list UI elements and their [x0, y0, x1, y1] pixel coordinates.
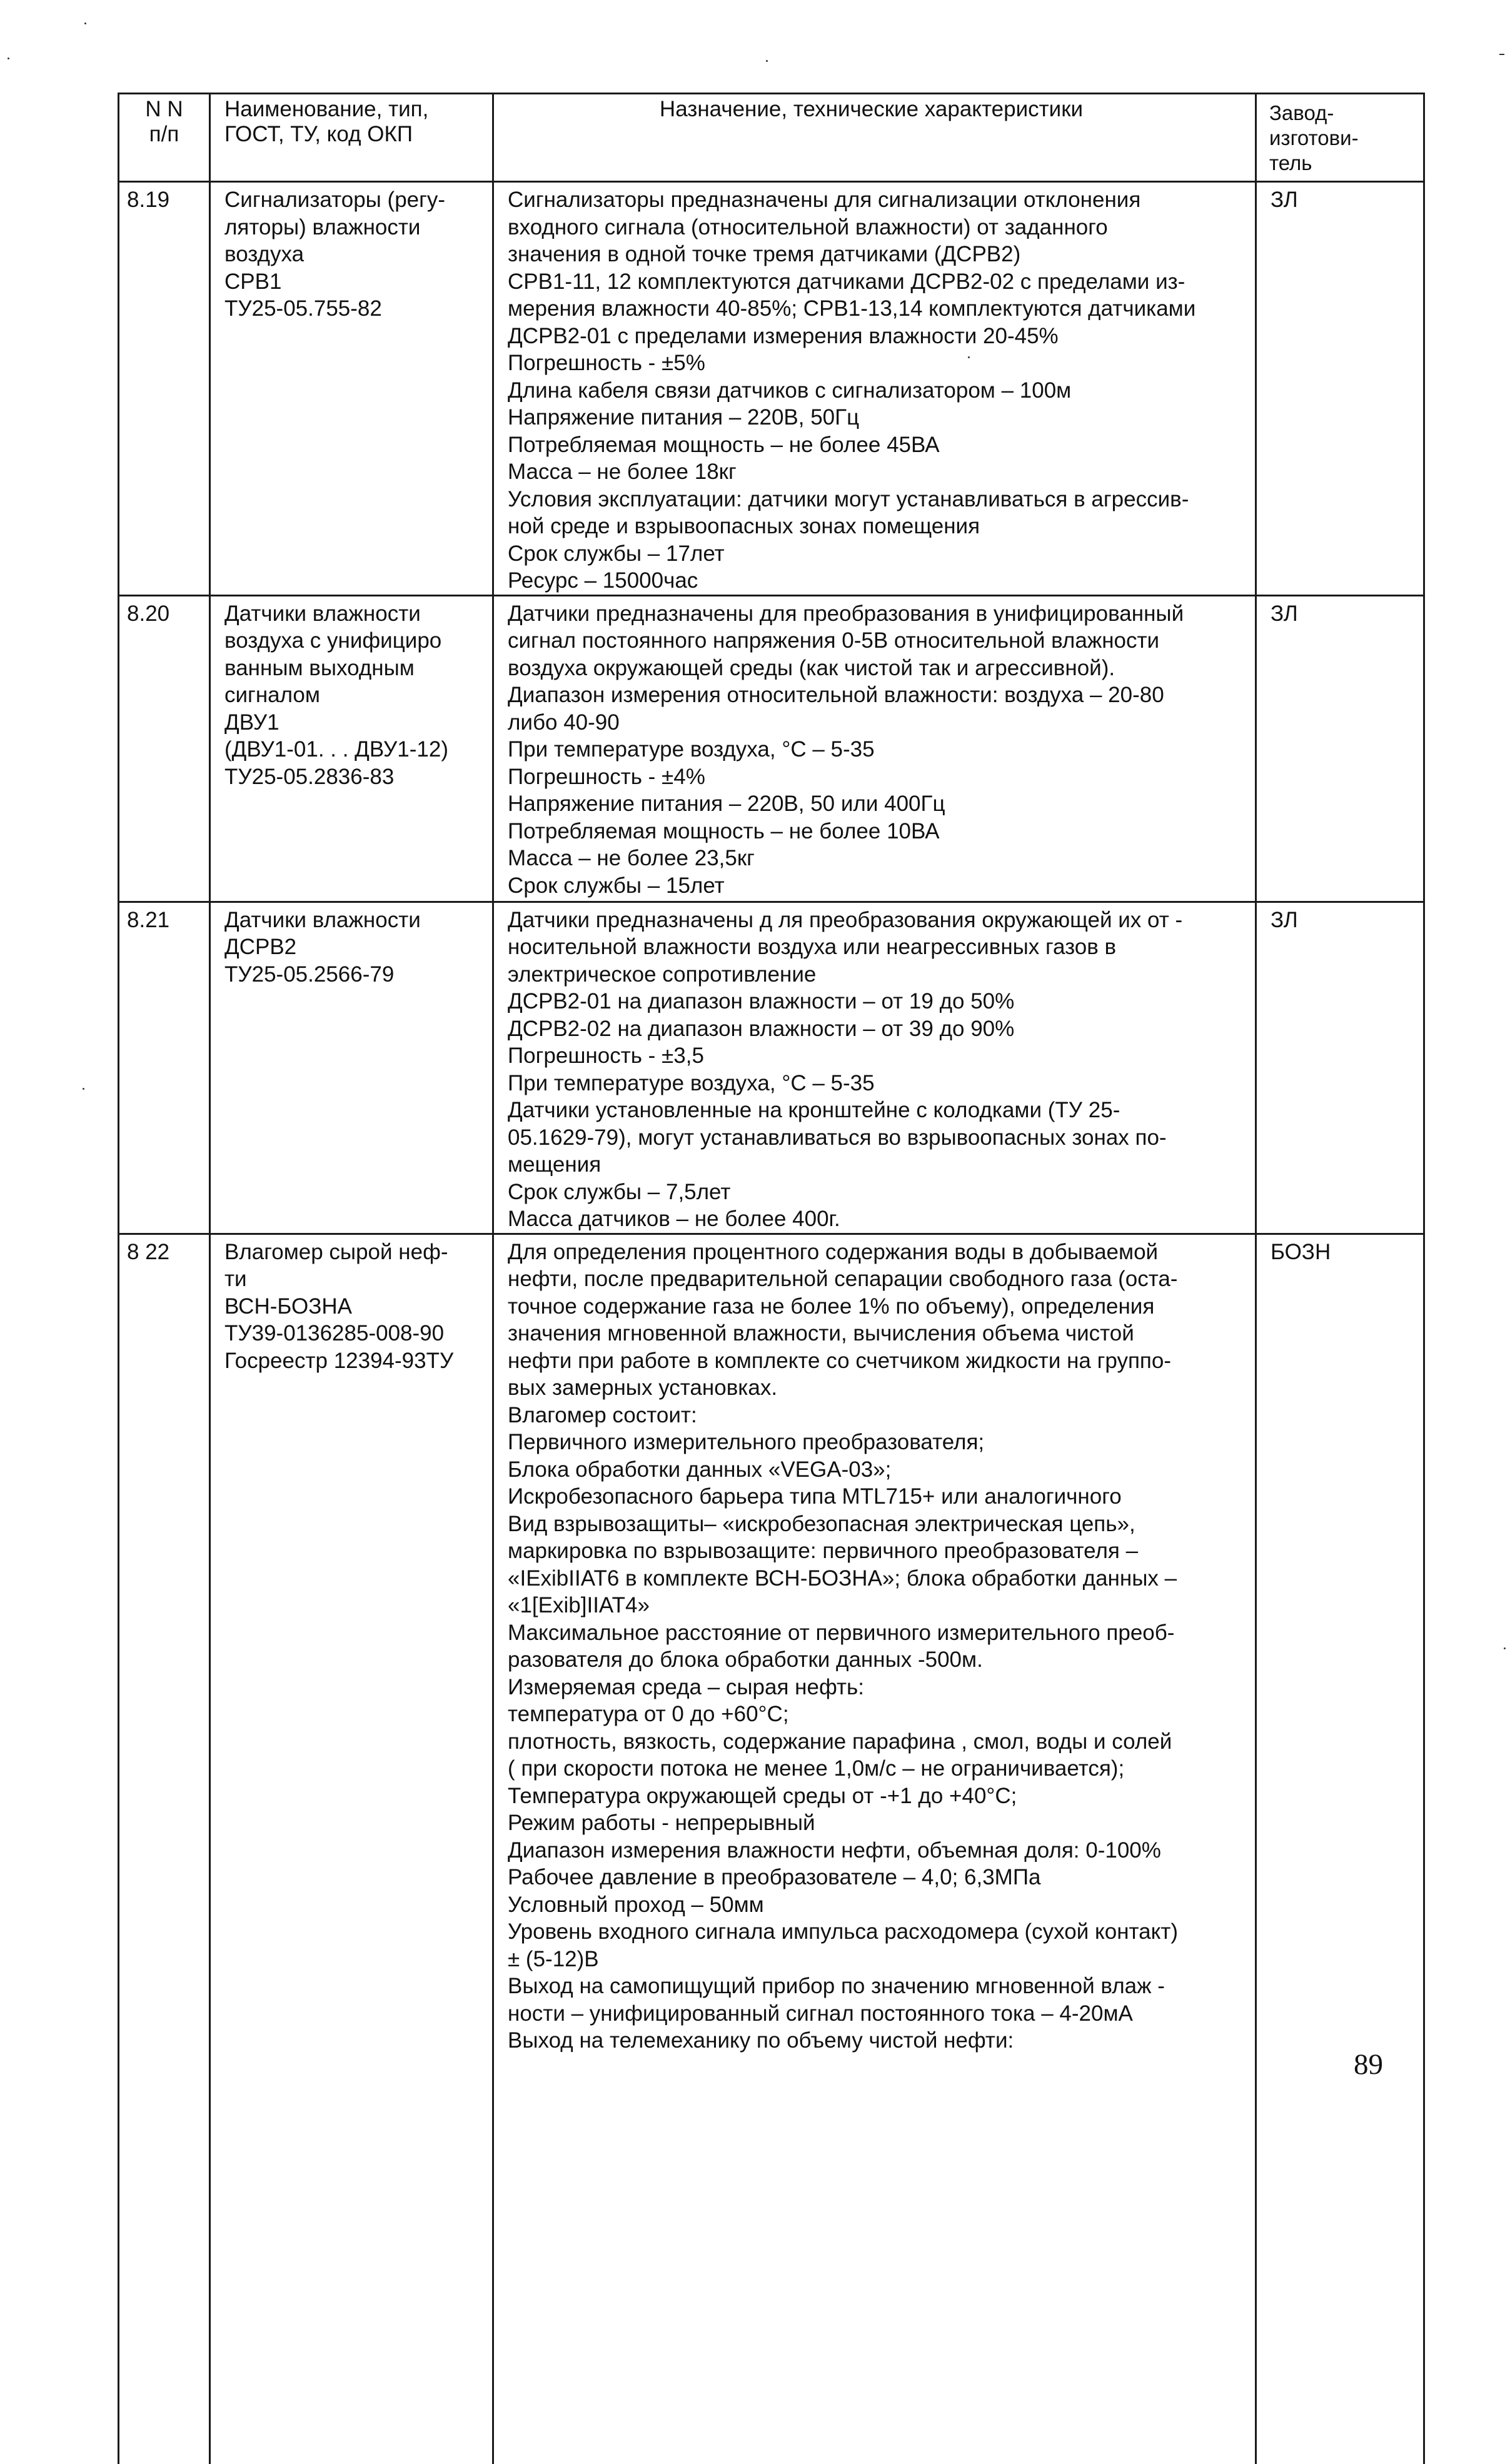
header-text-line: N N	[145, 97, 183, 121]
row-manufacturer-cell: БОЗН	[1256, 1234, 1424, 2464]
text-line: ДСРВ2-02 на диапазон влажности – от 39 до 90%	[508, 1016, 1015, 1041]
text-line: Масса датчиков – не более 400г.	[508, 1207, 840, 1231]
text-line: Масса – не более 18кг	[508, 460, 737, 484]
text-line: ной среде и взрывоопасных зонах помещения	[508, 514, 980, 538]
text-line: Погрешность - ±4%	[508, 764, 705, 789]
row-number-cell: 8.21	[119, 902, 210, 1234]
text-line: 05.1629-79), могут устанавливаться во взрывоопасных зонах по-	[508, 1125, 1167, 1150]
text-line: Условный проход – 50мм	[508, 1892, 764, 1917]
scan-speck	[1504, 1647, 1506, 1649]
header-text-line: Наименование, тип,	[224, 97, 429, 121]
text-line: нефти, после предварительной сепарации свободного газа (оста-	[508, 1267, 1178, 1291]
text-line: точное содержание газа не более 1% по объему), определения	[508, 1294, 1155, 1319]
text-line: «1[Exib]IIAT4»	[508, 1593, 650, 1617]
text-line: При температуре воздуха, °С – 5-35	[508, 1070, 875, 1095]
text-line: Сигнализаторы предназначены для сигнализации отклонения	[508, 188, 1141, 212]
header-text-line: изготови-	[1269, 126, 1359, 149]
scan-speck	[766, 60, 768, 62]
text-line: Срок службы – 17лет	[508, 541, 725, 566]
text-line: Диапазон измерения влажности нефти, объемная доля: 0-100%	[508, 1838, 1161, 1863]
text-line: воздуха	[224, 242, 305, 266]
row-purpose-cell	[493, 595, 1256, 902]
header-text-line: ГОСТ, ТУ, код ОКП	[224, 122, 413, 146]
text-line: ДСРВ2-01 с пределами измерения влажности 20-45%	[508, 323, 1059, 348]
text-line: Масса – не более 23,5кг	[508, 846, 755, 870]
text-line: ти	[224, 1267, 247, 1291]
text-line: мерения влажности 40-85%; СРВ1-13,14 комплектуются датчиками	[508, 296, 1196, 321]
text-line: (ДВУ1-01. . . ДВУ1-12)	[224, 737, 448, 762]
scan-speck	[968, 356, 970, 358]
scan-speck	[1499, 54, 1504, 55]
text-line: Выход на самопищущий прибор по значению мгновенной влаж -	[508, 1974, 1165, 1998]
text-line: Госреестр 12394-93ТУ	[224, 1348, 454, 1373]
text-line: «IExibIIAT6 в комплекте ВСН-БОЗНА»; блока обработки данных –	[508, 1566, 1177, 1591]
text-line: Режим работы - непрерывный	[508, 1811, 815, 1835]
header-number	[119, 94, 210, 182]
text-line: ности – унифицированный сигнал постоянного тока – 4-20мА	[508, 2001, 1133, 2026]
text-line: вых замерных установках.	[508, 1375, 778, 1400]
text-line: Уровень входного сигнала импульса расходомера (сухой контакт)	[508, 1919, 1179, 1944]
text-line: Потребляемая мощность – не более 10ВА	[508, 818, 940, 843]
text-line: Срок службы – 15лет	[508, 873, 725, 898]
text-line: Погрешность - ±3,5	[508, 1043, 704, 1068]
scan-speck	[8, 58, 9, 59]
text-line: Датчики влажности	[224, 907, 421, 932]
text-line: Потребляемая мощность – не более 45ВА	[508, 432, 940, 457]
text-line: Срок службы – 7,5лет	[508, 1179, 731, 1204]
text-line: СРВ1-11, 12 комплектуются датчиками ДСРВ2-02 с пределами из-	[508, 269, 1185, 294]
text-line: значения мгновенной влажности, вычисления объема чистой	[508, 1321, 1134, 1345]
row-manufacturer-cell: ЗЛ	[1256, 902, 1424, 1234]
text-line: Ресурс – 15000час	[508, 568, 698, 593]
row-number-cell: 8.19	[119, 182, 210, 596]
table-header-row	[119, 94, 1424, 182]
header-text-line: Завод-	[1269, 101, 1334, 124]
header-name	[210, 94, 493, 182]
text-line: Максимальное расстояние от первичного измерительного преоб-	[508, 1620, 1175, 1645]
scan-speck	[84, 23, 86, 24]
text-line: Условия эксплуатации: датчики могут устанавливаться в агрессив-	[508, 486, 1189, 511]
text-line: разователя до блока обработки данных -500м.	[508, 1647, 983, 1672]
header-text-line: п/п	[149, 122, 179, 146]
text-line: значения в одной точке тремя датчиками (ДСРВ2)	[508, 242, 1021, 266]
text-line: ТУ25-05.755-82	[224, 296, 382, 321]
text-line: Искробезопасного барьера типа MTL715+ или аналогичного	[508, 1484, 1122, 1509]
table-row	[119, 595, 1424, 902]
text-line: ванным выходным	[224, 655, 415, 680]
text-line: ТУ25-05.2836-83	[224, 764, 395, 789]
text-line: Рабочее давление в преобразователе – 4,0; 6,3МПа	[508, 1865, 1041, 1889]
header-purpose	[493, 94, 1256, 182]
text-line: Датчики предназначены для преобразования в унифицированный	[508, 601, 1184, 626]
text-line: ТУ39-0136285-008-90	[224, 1321, 445, 1345]
row-name-cell	[210, 902, 493, 1234]
text-line: ДСРВ2-01 на диапазон влажности – от 19 до 50%	[508, 989, 1015, 1013]
table-row	[119, 1234, 1424, 2464]
text-line: Датчики предназначены д ля преобразования окружающей их от -	[508, 907, 1183, 932]
header-manufacturer	[1256, 94, 1424, 182]
specification-table	[118, 93, 1425, 2464]
row-number-cell: 8.20	[119, 595, 210, 902]
header-text-line: Назначение, технические характеристики	[659, 97, 1084, 121]
row-purpose-cell	[493, 1234, 1256, 2464]
text-line: Вид взрывозащиты– «искробезопасная электрическая цепь»,	[508, 1511, 1135, 1536]
text-line: ( при скорости потока не менее 1,0м/с – не ограничивается);	[508, 1756, 1125, 1781]
text-line: температура от 0 до +60°С;	[508, 1702, 789, 1726]
text-line: маркировка по взрывозащите: первичного преобразователя –	[508, 1539, 1139, 1563]
text-line: ТУ25-05.2566-79	[224, 962, 395, 987]
text-line: Датчики влажности	[224, 601, 421, 626]
page-number: 89	[1354, 2048, 1383, 2081]
text-line: воздуха окружающей среды (как чистой так и агрессивной).	[508, 655, 1115, 680]
row-name-cell	[210, 182, 493, 596]
text-line: электрическое сопротивление	[508, 962, 817, 987]
row-manufacturer-cell: ЗЛ	[1256, 182, 1424, 596]
text-line: Диапазон измерения относительной влажности: воздуха – 20-80	[508, 683, 1164, 707]
row-number-cell: 8 22	[119, 1234, 210, 2464]
text-line: нефти при работе в комплекте со счетчиком жидкости на группо-	[508, 1348, 1171, 1373]
text-line: носительной влажности воздуха или неагрессивных газов в	[508, 935, 1117, 959]
text-line: СРВ1	[224, 269, 282, 294]
text-line: Погрешность - ±5%	[508, 351, 705, 375]
text-line: Блока обработки данных «VEGA-03»;	[508, 1457, 892, 1482]
text-line: Первичного измерительного преобразователя;	[508, 1430, 985, 1454]
text-line: либо 40-90	[508, 710, 620, 735]
row-name-cell	[210, 595, 493, 902]
text-line: сигналом	[224, 683, 320, 707]
text-line: ДСРВ2	[224, 935, 297, 959]
row-purpose-cell	[493, 182, 1256, 596]
text-line: ± (5-12)В	[508, 1946, 599, 1971]
header-text-line: тель	[1269, 151, 1312, 174]
text-line: Измеряемая среда – сырая нефть:	[508, 1674, 864, 1699]
text-line: Влагомер состоит:	[508, 1402, 697, 1427]
text-line: Сигнализаторы (регу-	[224, 188, 446, 212]
text-line: воздуха с унифициро	[224, 628, 442, 653]
text-line: ляторы) влажности	[224, 214, 421, 239]
text-line: Датчики установленные на кронштейне с колодками (ТУ 25-	[508, 1098, 1120, 1122]
text-line: плотность, вязкость, содержание парафина , смол, воды и солей	[508, 1729, 1172, 1754]
text-line: Температура окружающей среды от -+1 до +40°С;	[508, 1783, 1017, 1808]
text-line: При температуре воздуха, °С – 5-35	[508, 737, 875, 762]
row-name-cell	[210, 1234, 493, 2464]
text-line: Напряжение питания – 220В, 50Гц	[508, 405, 860, 430]
text-line: Для определения процентного содержания воды в добываемой	[508, 1239, 1159, 1264]
text-line: Влагомер сырой неф-	[224, 1239, 448, 1264]
text-line: входного сигнала (относительной влажности) от заданного	[508, 214, 1108, 239]
row-purpose-cell	[493, 902, 1256, 1234]
table-row	[119, 182, 1424, 596]
text-line: ДВУ1	[224, 710, 279, 735]
text-line: Длина кабеля связи датчиков с сигнализатором – 100м	[508, 378, 1072, 403]
table-row	[119, 902, 1424, 1234]
text-line: мещения	[508, 1152, 601, 1177]
scan-speck	[83, 1088, 84, 1090]
text-line: сигнал постоянного напряжения 0-5В относительной влажности	[508, 628, 1160, 653]
text-line: Выход на телемеханику по объему чистой нефти:	[508, 2028, 1014, 2053]
text-line: Напряжение питания – 220В, 50 или 400Гц	[508, 792, 945, 816]
text-line: ВСН-БОЗНА	[224, 1294, 352, 1319]
row-manufacturer-cell: ЗЛ	[1256, 595, 1424, 902]
